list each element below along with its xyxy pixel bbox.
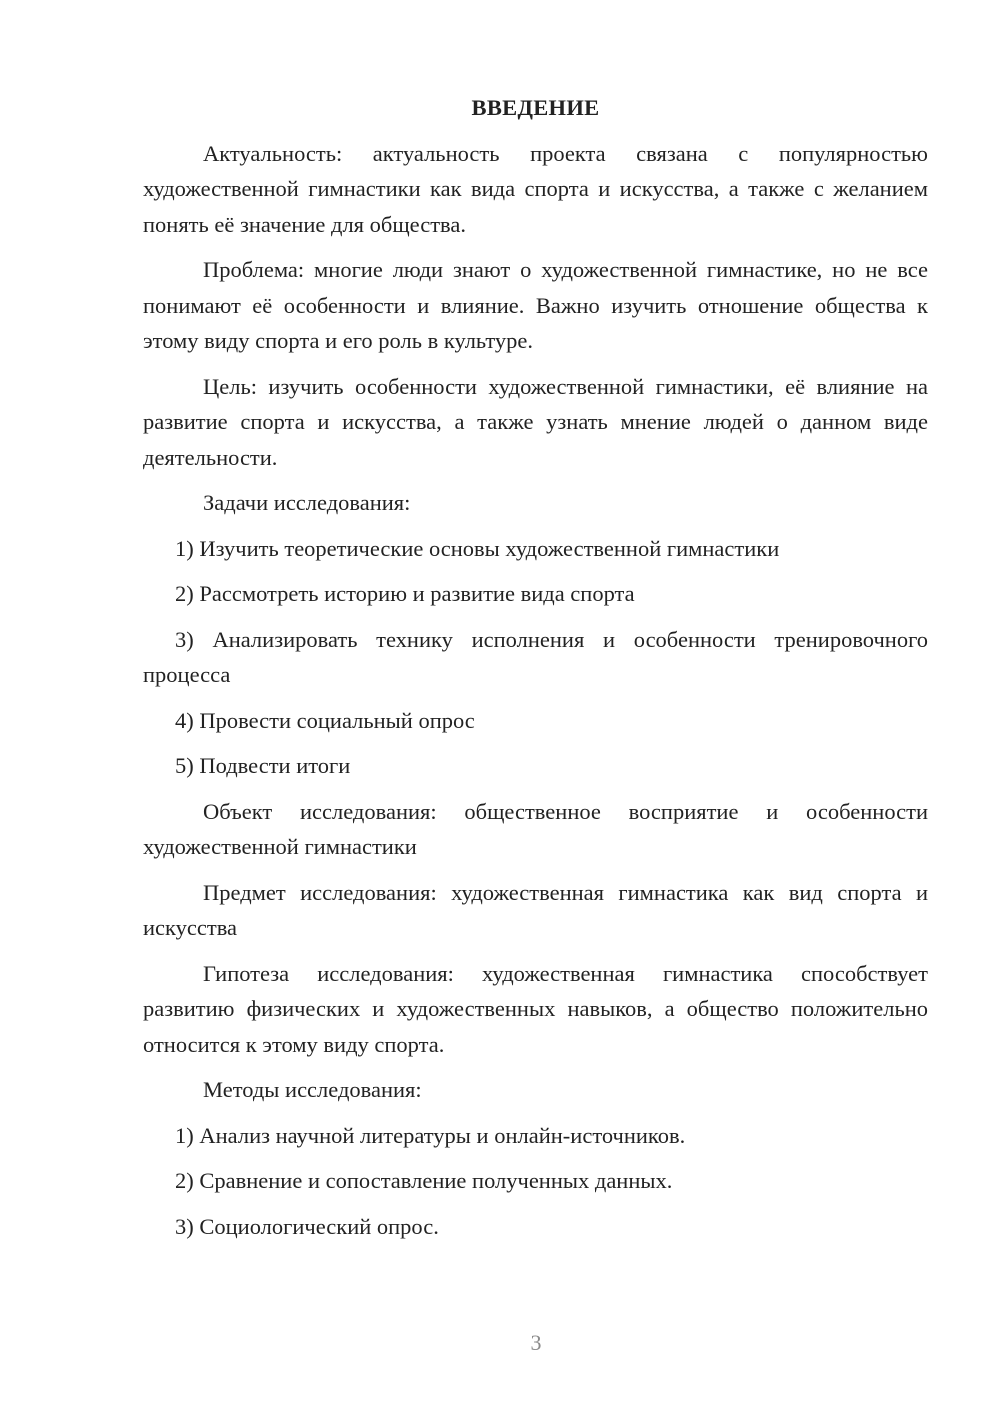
paragraph-goal: Цель: изучить особенности художественной гимнастики, её влияние на развитие спорта и искусства, а также узнать мнение людей о данном виде деятельности. bbox=[143, 373, 928, 470]
section-title: ВВЕДЕНИЕ bbox=[471, 95, 600, 120]
document-body bbox=[143, 90, 928, 1244]
method-item: 1) Анализ научной литературы и онлайн-источников. bbox=[175, 1122, 686, 1148]
task-item: 4) Провести социальный опрос bbox=[175, 707, 475, 733]
paragraph-relevance: Актуальность: актуальность проекта связана с популярностью художественной гимнастики как вида спорта и искусства, а также с желанием понять её значение для общества. bbox=[143, 140, 928, 237]
method-item: 2) Сравнение и сопоставление полученных данных. bbox=[175, 1168, 673, 1193]
paragraph-problem: Проблема: многие люди знают о художественной гимнастике, но не все понимают её особенности и влияние. Важно изучить отношение общества к этому виду спорта и его роль в культуре. bbox=[143, 257, 928, 353]
tasks-heading: Задачи исследования: bbox=[203, 490, 411, 515]
paragraph-subject: Предмет исследования: художественная гимнастика как вид спорта и искусства bbox=[143, 879, 928, 940]
task-item: 5) Подвести итоги bbox=[175, 753, 351, 778]
paragraph-hypothesis: Гипотеза исследования: художественная гимнастика способствует развитию физических и художественных навыков, а общество положительно относится к этому виду спорта. bbox=[143, 960, 928, 1057]
methods-heading: Методы исследования: bbox=[203, 1077, 422, 1102]
paragraph-object: Объект исследования: общественное восприятие и особенности художественной гимнастики bbox=[143, 798, 928, 859]
task-item: 3) Анализировать технику исполнения и особенности тренировочного процесса bbox=[143, 626, 928, 687]
page-number: 3 bbox=[530, 1330, 542, 1355]
task-item: 1) Изучить теоретические основы художественной гимнастики bbox=[175, 535, 780, 561]
task-item: 2) Рассмотреть историю и развитие вида спорта bbox=[175, 581, 635, 606]
method-item: 3) Социологический опрос. bbox=[175, 1213, 439, 1239]
